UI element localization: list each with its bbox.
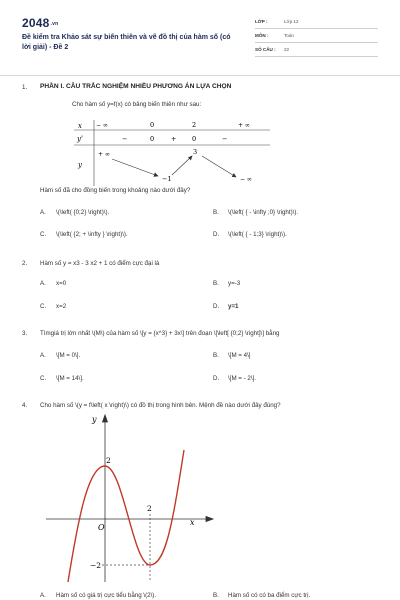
table-x-val: 0 [150,121,155,129]
q1-intro: Cho hàm số y=f(x) có bảng biến thiên như sau: [72,101,202,108]
decrease-arrow [202,156,236,177]
table-sign: 0 [150,135,155,143]
meta-divider [255,28,378,29]
q3-option-c[interactable]: \[M = 14\]. [56,375,84,382]
q3-number: 3. [22,330,28,337]
q4-number: 4. [22,402,28,409]
count-label: SỐ CÂU : [255,47,276,52]
q2-question: Hàm số y = x3 - 3 x2 + 1 có điểm cực đại là [40,260,160,267]
header-divider [0,75,400,76]
x-axis-label: x [190,518,195,527]
table-sign: 0 [192,135,197,143]
arrow-head [154,173,158,177]
table-y-val: −1 [162,175,172,183]
table-x-val: + ∞ [238,122,250,129]
variation-table [72,114,272,186]
subject-value: Toán [284,33,294,38]
q2-option-b[interactable]: y=-3 [228,280,241,287]
meta-divider [255,42,378,43]
logo-suffix: .vn [50,20,59,27]
q2-option-b-label: B. [213,280,219,287]
table-sign: − [222,135,228,143]
origin-label: O [98,523,105,532]
q2-number: 2. [22,260,28,267]
q2-option-a[interactable]: x=0 [56,280,67,287]
table-y-val: 3 [193,148,198,156]
increase-arrow [172,156,192,175]
class-value: Lớp 12 [284,19,299,24]
x-axis-arrow [206,517,213,522]
class-label: LỚP : [255,19,268,24]
q3-option-b-label: B. [213,352,219,359]
function-graph [38,410,218,585]
subject-label: MÔN : [255,33,269,38]
q2-option-c-label: C. [40,303,47,310]
q1-option-d[interactable]: \(\left( { - 1;3} \right)\). [228,231,287,238]
q3-option-d-label: D. [213,375,220,382]
table-y-val: + ∞ [98,151,110,158]
q3-option-b[interactable]: \[M = 4\] [228,352,251,359]
logo-text: 2048 [22,16,50,30]
q2-option-a-label: A. [40,280,46,287]
table-y-val: − ∞ [240,176,252,183]
q2-option-c[interactable]: x=2 [56,303,67,310]
q3-question: Tìmgiá trị lớn nhất \(M\) của hàm số \[y = {x^3} + 3x\] trên đoạn \[\left[ {0;2} \right]\] bằng [40,330,280,337]
q1-option-a-label: A. [40,209,46,216]
table-sign: + [171,135,177,143]
q1-question: Hàm số đã cho đồng biến trong khoảng nào dưới đây? [40,187,191,194]
page-title: Đề kiểm tra Khảo sát sự biến thiên và vẽ đồ thị của hàm số (có lời giải) - Đề 2 [22,34,231,51]
arrow-head [232,174,236,177]
q1-option-b-label: B. [213,209,219,216]
table-yprime-label: y' [77,135,83,143]
q1-option-c[interactable]: \(\left( {2; + \infty } \right)\). [56,231,128,238]
table-x-val: − ∞ [96,122,108,129]
q3-option-d[interactable]: \[M = - 2\]. [228,375,257,382]
q1-option-b[interactable]: \(\left( { - \infty ;0} \right)\). [228,209,299,216]
q1-option-a[interactable]: \(\left( {0;2} \right)\). [56,209,110,216]
table-y-label: y [78,161,82,169]
q4-question: Cho hàm số \(y = f\left( x \right)\) có đồ thị trong hình bên. Mệnh đề nào dưới đây đúng? [40,402,281,409]
q4-option-a-label: A. [40,592,46,599]
y-axis-label: y [92,415,97,424]
section-title: PHẦN I. CÂU TRẮC NGHIỆM NHIỀU PHƯƠNG ÁN LỰA CHỌN [40,83,232,90]
q4-option-b[interactable]: Hàm số có có ba điểm cực trị. [228,592,311,599]
table-sign: − [122,135,128,143]
q2-option-d-label: D. [213,303,220,310]
table-x-val: 2 [192,121,197,129]
site-logo[interactable] [22,16,58,30]
meta-divider [255,56,378,57]
q3-option-a-label: A. [40,352,46,359]
section-number: 1. [22,84,28,91]
q4-option-b-label: B. [213,592,219,599]
y-axis-arrow [103,415,108,422]
count-value: 22 [284,47,290,52]
y-tick-top: 2 [106,456,111,465]
q3-option-a[interactable]: \[M = 0\]. [56,352,81,359]
q2-option-d[interactable]: y=1 [228,303,239,310]
q4-option-a[interactable]: Hàm số có giá trị cực tiểu bằng \(2\). [56,592,157,599]
q3-option-c-label: C. [40,375,47,382]
function-curve [68,450,184,582]
table-x-label: x [78,122,82,130]
decrease-arrow [112,159,158,176]
q1-option-c-label: C. [40,231,47,238]
q1-option-d-label: D. [213,231,220,238]
x-tick: 2 [147,504,152,513]
y-tick-bottom: −2 [90,561,102,570]
